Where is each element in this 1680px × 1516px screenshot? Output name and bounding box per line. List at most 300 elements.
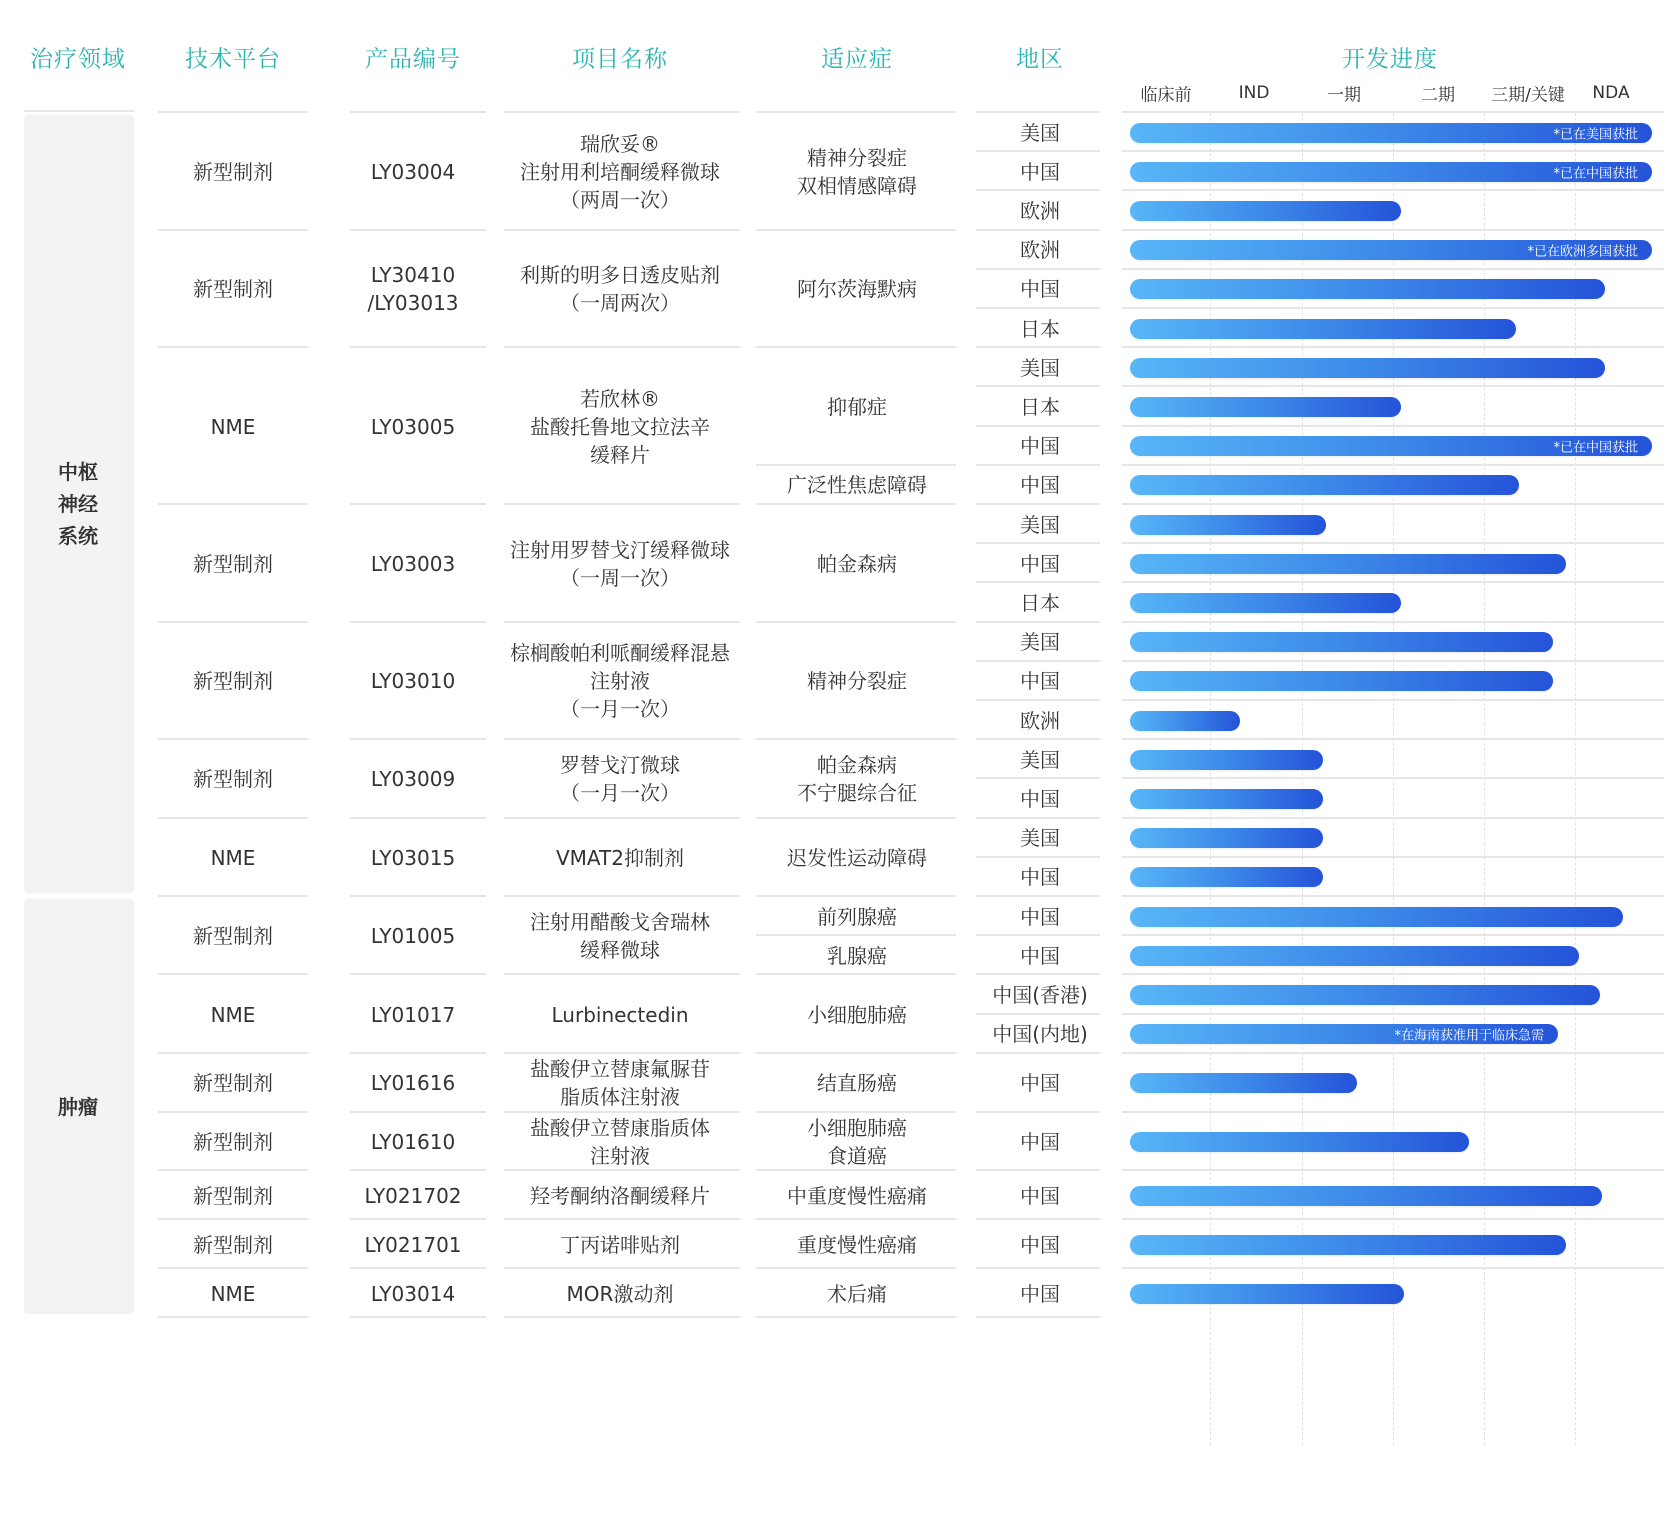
region-cell: 中国: [1020, 943, 1060, 968]
indication-divider: [756, 934, 956, 936]
region-divider: [976, 542, 1100, 544]
project-name-cell: [530, 1114, 710, 1170]
region-cell: 中国: [1020, 787, 1060, 811]
progress-divider: [1122, 1267, 1664, 1269]
progress-divider: [1122, 699, 1664, 701]
project-name-line: 瑞欣妥®: [580, 131, 660, 156]
indication-divider: [756, 973, 956, 975]
indication-line: 术后痛: [827, 1281, 887, 1306]
indication-line: 帕金森病: [817, 551, 897, 576]
progress-divider: [1122, 581, 1664, 583]
indication-divider: [756, 817, 956, 819]
indication-line: 不宁腿综合征: [797, 781, 917, 806]
row-divider: [158, 1052, 308, 1054]
progress-bar: [1130, 162, 1652, 182]
row-divider: [350, 738, 486, 740]
indication-line: 帕金森病: [817, 753, 897, 778]
region-cell: 日本: [1020, 395, 1060, 419]
progress-divider: [1122, 111, 1664, 113]
region-divider: [976, 856, 1100, 858]
indication-cell: [827, 1280, 887, 1308]
progress-bar: [1130, 1235, 1566, 1255]
progress-bar: [1130, 240, 1652, 260]
project-name-cell: [560, 1231, 680, 1259]
product-code-line: LY03009: [370, 767, 456, 792]
region-cell: 欧洲: [1020, 238, 1060, 263]
region-divider: [976, 503, 1100, 505]
platform-cell: 新型制剂: [193, 159, 273, 184]
region-divider: [976, 229, 1100, 231]
header-progress: 开发进度: [1342, 46, 1438, 73]
project-name-cell: [510, 536, 730, 592]
region-divider: [976, 581, 1100, 583]
project-name-line: 注射液: [590, 669, 650, 694]
bottom-divider: [158, 1316, 308, 1318]
platform-cell: 新型制剂: [193, 1232, 273, 1257]
region-divider: [976, 777, 1100, 779]
progress-divider: [1122, 934, 1664, 936]
region-cell: 美国: [1020, 120, 1060, 145]
progress-bar: [1130, 867, 1323, 887]
progress-divider: [1122, 189, 1664, 191]
area-label-line: 肿瘤: [58, 1094, 98, 1119]
indication-line: 结直肠癌: [817, 1071, 897, 1096]
stage-label: NDA: [1592, 83, 1630, 103]
project-name-line: 缓释片: [590, 442, 650, 467]
row-divider: [158, 817, 308, 819]
product-code-cell: [371, 844, 455, 872]
region-divider: [976, 1218, 1100, 1220]
indication-line: 中重度慢性癌痛: [787, 1183, 927, 1208]
project-name-line: 羟考酮纳洛酮缓释片: [530, 1183, 710, 1208]
indication-cell: [797, 751, 917, 807]
product-code-cell: [371, 1069, 455, 1097]
platform-cell: NME: [210, 414, 256, 439]
row-divider: [504, 111, 740, 113]
region-divider: [976, 699, 1100, 701]
progress-divider: [1122, 346, 1664, 348]
progress-bar: [1130, 750, 1323, 770]
region-cell: 中国: [1020, 1281, 1060, 1306]
indication-line: 重度慢性癌痛: [797, 1232, 917, 1257]
row-divider: [504, 1052, 740, 1054]
row-divider: [350, 503, 486, 505]
region-divider: [976, 1169, 1100, 1171]
platform-cell: NME: [210, 1281, 256, 1306]
product-code-cell: [371, 765, 455, 793]
indication-line: 前列腺癌: [817, 904, 897, 929]
product-code-line: LY30410: [370, 263, 456, 288]
progress-bar: [1130, 397, 1401, 417]
indication-divider: [756, 503, 956, 505]
row-divider: [350, 346, 486, 348]
row-divider: [350, 973, 486, 975]
progress-bar: [1130, 946, 1579, 966]
region-divider: [976, 385, 1100, 387]
approval-note: *已在欧洲多国获批: [1527, 244, 1638, 260]
progress-divider: [1122, 464, 1664, 466]
progress-divider: [1122, 895, 1664, 897]
project-name-line: VMAT2抑制剂: [555, 845, 685, 870]
project-name-line: 盐酸托鲁地文拉法辛: [530, 414, 710, 439]
header-area: 治疗领域: [30, 46, 126, 73]
indication-divider: [756, 229, 956, 231]
product-code-cell: [371, 550, 455, 578]
project-name-cell: [530, 908, 710, 964]
product-code-cell: [364, 1182, 461, 1210]
row-divider: [158, 973, 308, 975]
region-divider: [976, 464, 1100, 466]
progress-divider: [1122, 817, 1664, 819]
progress-divider: [1122, 150, 1664, 152]
region-cell: 美国: [1020, 747, 1060, 772]
indication-cell: [807, 1114, 907, 1170]
region-divider: [976, 150, 1100, 152]
platform-cell: 新型制剂: [193, 1130, 273, 1154]
therapeutic-area-label: [48, 456, 108, 552]
row-divider: [158, 1267, 308, 1269]
product-code-cell: [367, 261, 458, 317]
progress-bar: [1130, 632, 1553, 652]
project-name-line: 脂质体注射液: [560, 1085, 680, 1110]
product-code-line: LY021701: [364, 1232, 462, 1257]
product-code-line: LY03004: [370, 159, 456, 184]
region-cell: 欧洲: [1020, 708, 1060, 733]
progress-bar: [1130, 1186, 1602, 1206]
row-divider: [504, 621, 740, 623]
project-name-line: 注射用醋酸戈舍瑞林: [530, 910, 710, 935]
region-divider: [976, 621, 1100, 623]
row-divider: [504, 738, 740, 740]
progress-divider: [1122, 738, 1664, 740]
row-divider: [158, 1169, 308, 1171]
progress-divider: [1122, 621, 1664, 623]
indication-divider: [756, 895, 956, 897]
indication-line: 阿尔茨海默病: [797, 277, 917, 302]
project-name-line: 缓释微球: [580, 938, 660, 963]
indication-divider: [756, 621, 956, 623]
progress-bar: [1130, 358, 1605, 378]
progress-divider: [1122, 385, 1664, 387]
project-name-line: MOR激动剂: [566, 1281, 674, 1306]
project-name-line: （一月一次）: [560, 697, 680, 722]
region-cell: 中国: [1020, 669, 1060, 694]
project-name-line: 注射用利培酮缓释微球: [520, 159, 720, 184]
row-divider: [504, 1218, 740, 1220]
region-divider: [976, 1111, 1100, 1113]
product-code-cell: [371, 158, 455, 186]
region-cell: 中国(内地): [992, 1022, 1088, 1047]
row-divider: [504, 346, 740, 348]
approval-note: *已在中国获批: [1553, 166, 1638, 182]
progress-divider: [1122, 1218, 1664, 1220]
row-divider: [504, 503, 740, 505]
indication-cell: [797, 1231, 917, 1259]
platform-cell: 新型制剂: [193, 669, 273, 694]
progress-bar: [1130, 1284, 1404, 1304]
row-divider: [350, 229, 486, 231]
indication-divider: [756, 738, 956, 740]
indication-divider: [756, 1052, 956, 1054]
project-name-line: 注射液: [590, 1144, 650, 1168]
indication-cell: [827, 942, 887, 970]
row-divider: [158, 1111, 308, 1113]
indication-cell: [807, 667, 907, 695]
row-divider: [158, 111, 308, 113]
product-code-line: LY01610: [370, 1130, 456, 1154]
progress-bar: [1130, 1024, 1558, 1044]
bottom-divider: [756, 1316, 956, 1318]
header-divider: [24, 110, 134, 112]
progress-divider: [1122, 1169, 1664, 1171]
region-cell: 中国(香港): [992, 983, 1088, 1007]
region-cell: 日本: [1020, 591, 1060, 615]
stage-label: 二期: [1421, 85, 1455, 106]
project-name-line: 若欣林®: [580, 386, 660, 411]
area-label-line: 中枢: [58, 460, 98, 484]
progress-bar: [1130, 711, 1240, 731]
indication-cell: [817, 550, 897, 578]
platform-cell: 新型制剂: [193, 551, 273, 576]
product-code-cell: [371, 1001, 455, 1029]
progress-bar: [1130, 515, 1326, 535]
project-name-cell: [560, 751, 680, 807]
area-label-line: 系统: [58, 524, 98, 548]
indication-cell: [807, 1001, 907, 1029]
row-divider: [350, 895, 486, 897]
row-divider: [350, 1052, 486, 1054]
project-name-line: （一周一次）: [560, 565, 680, 590]
row-divider: [350, 111, 486, 113]
approval-note: *已在美国获批: [1553, 127, 1638, 143]
indication-line: 广泛性焦虑障碍: [787, 473, 927, 498]
header-indication: 适应症: [821, 46, 893, 73]
row-divider: [158, 621, 308, 623]
project-name-line: 注射用罗替戈汀缓释微球: [510, 537, 730, 562]
project-name-cell: [556, 844, 684, 872]
row-divider: [158, 503, 308, 505]
progress-bar: [1130, 436, 1652, 456]
product-code-line: LY03015: [370, 845, 456, 870]
progress-bar: [1130, 123, 1652, 143]
project-name-line: 棕榈酸帕利哌酮缓释混悬: [510, 641, 730, 666]
project-name-cell: [520, 130, 720, 214]
row-divider: [504, 895, 740, 897]
row-divider: [350, 1218, 486, 1220]
indication-line: 乳腺癌: [827, 943, 887, 968]
region-divider: [976, 1013, 1100, 1015]
project-name-cell: [510, 639, 730, 723]
approval-note: *在海南获准用于临床急需: [1394, 1028, 1545, 1044]
region-cell: 中国: [1020, 473, 1060, 498]
row-divider: [350, 621, 486, 623]
bottom-divider: [350, 1316, 486, 1318]
indication-line: 小细胞肺癌: [807, 1116, 907, 1140]
progress-bar: [1130, 828, 1323, 848]
indication-cell: [787, 1182, 927, 1210]
region-cell: 中国: [1020, 434, 1060, 459]
platform-cell: 新型制剂: [193, 1071, 273, 1096]
bottom-divider: [976, 1316, 1100, 1318]
product-code-cell: [371, 1280, 455, 1308]
project-name-cell: [552, 1001, 689, 1029]
indication-line: 迟发性运动障碍: [787, 845, 927, 870]
indication-divider: [756, 1169, 956, 1171]
region-divider: [976, 973, 1100, 975]
platform-cell: NME: [210, 845, 256, 870]
product-code-line: LY03010: [370, 669, 456, 694]
header-name: 项目名称: [572, 46, 668, 73]
region-cell: 美国: [1020, 512, 1060, 537]
project-name-line: 丁丙诺啡贴剂: [560, 1232, 680, 1257]
progress-divider: [1122, 542, 1664, 544]
region-divider: [976, 895, 1100, 897]
header-code: 产品编号: [365, 46, 461, 73]
progress-divider: [1122, 268, 1664, 270]
progress-bar: [1130, 985, 1600, 1005]
stage-label: 一期: [1327, 85, 1361, 106]
indication-cell: [827, 393, 887, 421]
region-divider: [976, 1267, 1100, 1269]
progress-bar: [1130, 319, 1516, 339]
indication-line: 食道癌: [827, 1144, 887, 1168]
row-divider: [158, 346, 308, 348]
project-name-cell: [530, 1182, 710, 1210]
progress-bar: [1130, 1132, 1469, 1152]
indication-divider: [756, 346, 956, 348]
progress-bar: [1130, 671, 1553, 691]
product-code-cell: [371, 667, 455, 695]
region-cell: 中国: [1020, 551, 1060, 576]
product-code-cell: [371, 1128, 455, 1156]
row-divider: [158, 229, 308, 231]
product-code-cell: [371, 922, 455, 950]
product-code-cell: [371, 413, 455, 441]
progress-divider: [1122, 503, 1664, 505]
project-name-cell: [530, 1055, 710, 1111]
indication-cell: [797, 144, 917, 200]
progress-divider: [1122, 1013, 1664, 1015]
region-divider: [976, 189, 1100, 191]
platform-cell: 新型制剂: [193, 277, 273, 302]
region-cell: 美国: [1020, 355, 1060, 380]
indication-cell: [817, 903, 897, 931]
indication-cell: [797, 275, 917, 303]
region-divider: [976, 425, 1100, 427]
stage-label: IND: [1238, 83, 1270, 103]
project-name-line: （一月一次）: [560, 781, 680, 806]
indication-divider: [756, 111, 956, 113]
indication-cell: [787, 471, 927, 499]
project-name-cell: [567, 1280, 674, 1308]
progress-bar: [1130, 201, 1401, 221]
row-divider: [504, 1267, 740, 1269]
region-divider: [976, 268, 1100, 270]
row-divider: [350, 1267, 486, 1269]
region-divider: [976, 934, 1100, 936]
product-code-cell: [364, 1231, 461, 1259]
region-cell: 中国: [1020, 1071, 1060, 1096]
progress-divider: [1122, 1111, 1664, 1113]
project-name-line: 罗替戈汀微球: [560, 753, 680, 778]
bottom-divider: [504, 1316, 740, 1318]
row-divider: [158, 738, 308, 740]
header-region: 地区: [1016, 46, 1064, 73]
region-cell: 美国: [1020, 826, 1060, 851]
region-cell: 欧洲: [1020, 199, 1060, 223]
platform-cell: 新型制剂: [193, 1183, 273, 1208]
region-cell: 日本: [1020, 316, 1060, 341]
region-divider: [976, 346, 1100, 348]
region-cell: 中国: [1020, 277, 1060, 302]
indication-divider: [756, 1267, 956, 1269]
region-cell: 中国: [1020, 904, 1060, 929]
progress-divider: [1122, 307, 1664, 309]
row-divider: [504, 973, 740, 975]
platform-cell: NME: [210, 1002, 256, 1027]
region-divider: [976, 1052, 1100, 1054]
product-code-line: LY03003: [370, 551, 456, 576]
row-divider: [504, 817, 740, 819]
approval-note: *已在中国获批: [1553, 440, 1638, 456]
product-code-line: /LY03013: [367, 291, 459, 316]
region-cell: 中国: [1020, 1232, 1060, 1257]
region-divider: [976, 660, 1100, 662]
stage-label: 三期/关键: [1491, 85, 1565, 106]
progress-bar: [1130, 789, 1323, 809]
product-code-line: LY01616: [370, 1071, 456, 1096]
region-divider: [976, 738, 1100, 740]
row-divider: [158, 1218, 308, 1220]
region-cell: 中国: [1020, 1130, 1060, 1154]
progress-bar: [1130, 554, 1566, 574]
progress-bar: [1130, 279, 1605, 299]
progress-divider: [1122, 660, 1664, 662]
project-name-cell: [530, 385, 710, 469]
region-divider: [976, 111, 1100, 113]
region-cell: 中国: [1020, 1183, 1060, 1208]
progress-divider: [1122, 229, 1664, 231]
therapeutic-area-label: [48, 1091, 108, 1123]
progress-divider: [1122, 973, 1664, 975]
header-platform: 技术平台: [185, 46, 281, 73]
region-divider: [976, 817, 1100, 819]
project-name-cell: [520, 261, 720, 317]
product-code-line: LY01005: [370, 924, 456, 949]
progress-bar: [1130, 593, 1401, 613]
project-name-line: 盐酸伊立替康脂质体: [530, 1116, 710, 1140]
region-cell: 美国: [1020, 630, 1060, 655]
platform-cell: 新型制剂: [193, 767, 273, 792]
project-name-line: 利斯的明多日透皮贴剂: [520, 263, 720, 288]
indication-line: 双相情感障碍: [797, 173, 917, 198]
indication-divider: [756, 1218, 956, 1220]
row-divider: [158, 895, 308, 897]
progress-bar: [1130, 907, 1623, 927]
indication-line: 精神分裂症: [807, 145, 907, 170]
indication-line: 小细胞肺癌: [807, 1002, 907, 1027]
product-code-line: LY03014: [370, 1281, 456, 1306]
progress-bar: [1130, 475, 1519, 495]
indication-cell: [787, 844, 927, 872]
region-cell: 中国: [1020, 159, 1060, 184]
indication-divider: [756, 464, 956, 466]
indication-divider: [756, 1111, 956, 1113]
region-divider: [976, 307, 1100, 309]
indication-line: 抑郁症: [827, 395, 887, 419]
region-cell: 中国: [1020, 865, 1060, 890]
product-code-line: LY021702: [364, 1183, 462, 1208]
